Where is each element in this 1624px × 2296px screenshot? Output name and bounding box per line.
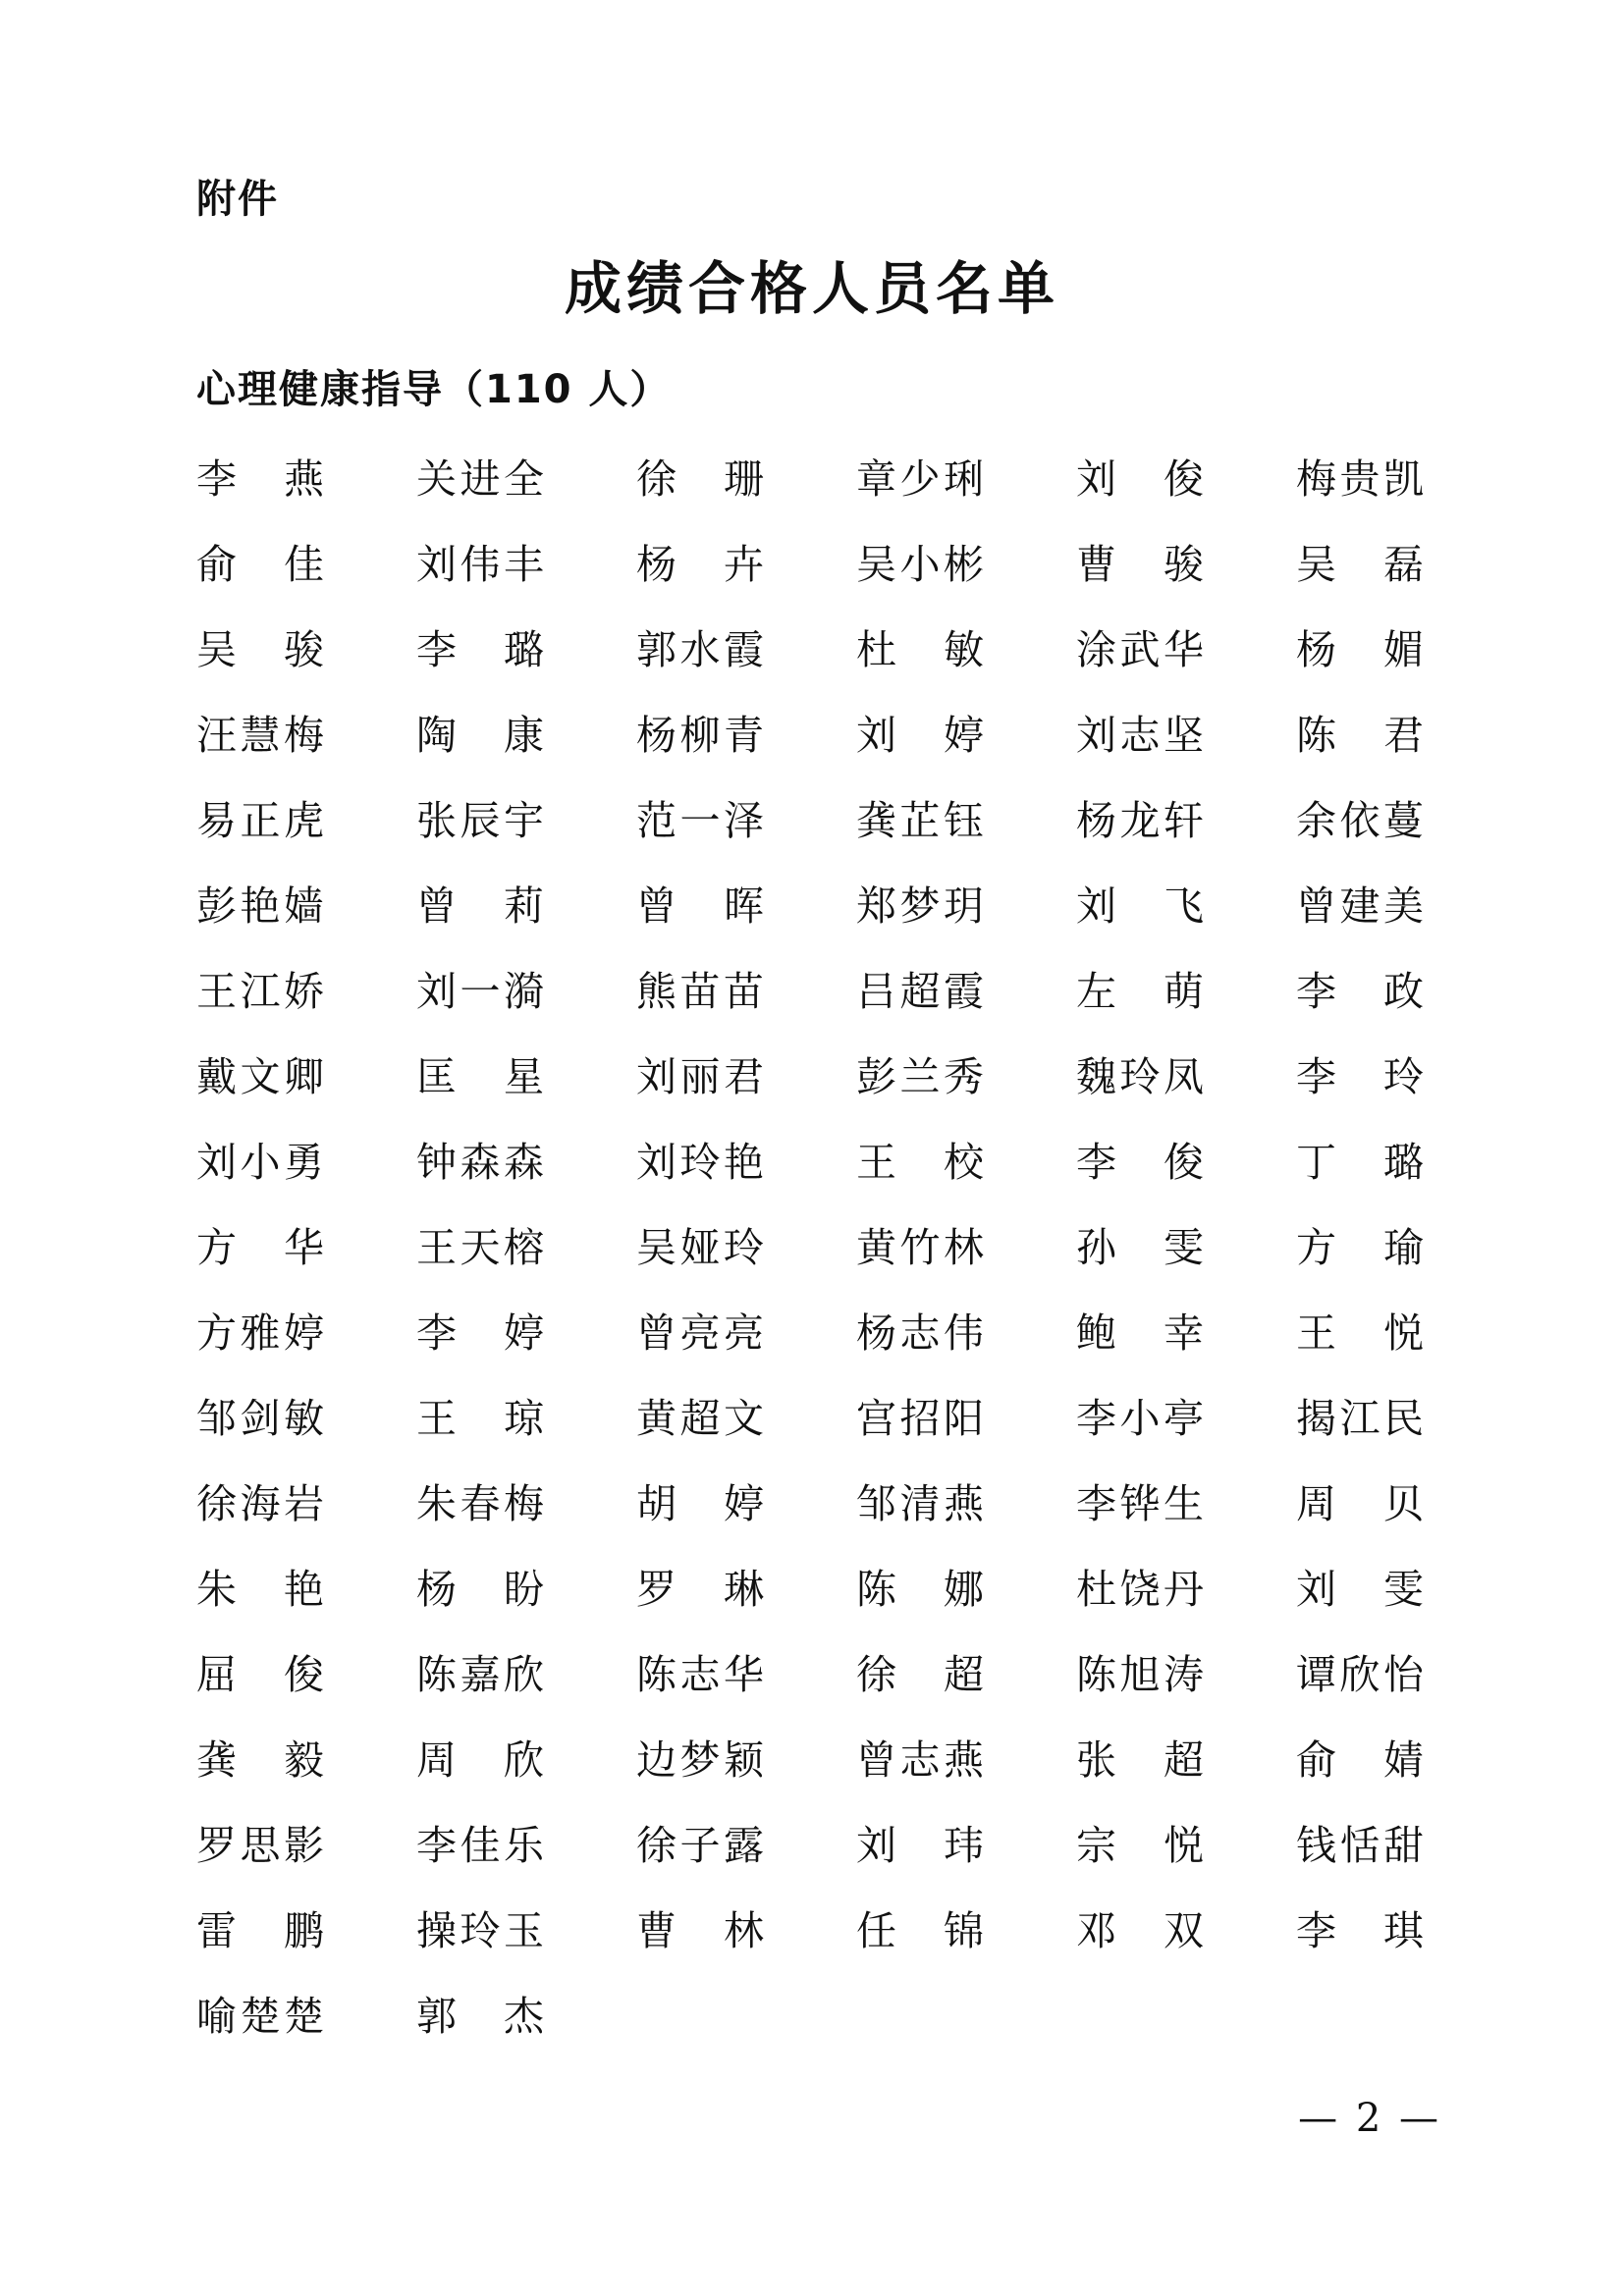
name-entry: 李 燕 xyxy=(196,455,324,503)
name-entry: 曾 志 燕 xyxy=(856,1736,984,1784)
name-entry: 曾 晖 xyxy=(636,882,764,930)
name-entry: 宫 招 阳 xyxy=(856,1395,984,1442)
name-entry: 刘 雯 xyxy=(1296,1566,1424,1613)
name-entry: 黄 超 文 xyxy=(636,1395,764,1442)
name-entry: 杨 卉 xyxy=(636,541,764,588)
name-entry: 李 琪 xyxy=(1296,1907,1424,1954)
name-entry: 邹 剑 敏 xyxy=(196,1395,324,1442)
name-entry: 张 超 xyxy=(1076,1736,1204,1784)
name-entry: 边 梦 颖 xyxy=(636,1736,764,1784)
name-entry: 李 玲 xyxy=(1296,1053,1424,1100)
name-entry: 李 铧 生 xyxy=(1076,1480,1204,1527)
name-entry: 曾 建 美 xyxy=(1296,882,1424,930)
name-entry: 钟 森 森 xyxy=(416,1139,544,1186)
name-entry: 邹 清 燕 xyxy=(856,1480,984,1527)
name-entry: 陈 娜 xyxy=(856,1566,984,1613)
name-entry: 杨 志 伟 xyxy=(856,1309,984,1357)
name-entry: 罗 思 影 xyxy=(196,1822,324,1869)
name-entry: 范 一 泽 xyxy=(636,797,764,844)
name-entry: 李 政 xyxy=(1296,968,1424,1015)
name-entry: 钱 恬 甜 xyxy=(1296,1822,1424,1869)
name-entry: 吕 超 霞 xyxy=(856,968,984,1015)
name-entry: 吴 小 彬 xyxy=(856,541,984,588)
name-entry: 关 进 全 xyxy=(416,455,544,503)
name-entry: 杨 盼 xyxy=(416,1566,544,1613)
name-entry: 曾 莉 xyxy=(416,882,544,930)
document-title: 成绩合格人员名单 xyxy=(564,255,1059,322)
name-entry: 刘 玮 xyxy=(856,1822,984,1869)
name-entry: 刘 伟 丰 xyxy=(416,541,544,588)
name-entry: 俞 婧 xyxy=(1296,1736,1424,1784)
name-entry: 吴 骏 xyxy=(196,626,324,673)
name-entry: 杨 媚 xyxy=(1296,626,1424,673)
name-entry: 匡 星 xyxy=(416,1053,544,1100)
name-entry: 王 琼 xyxy=(416,1395,544,1442)
name-entry: 王 天 榕 xyxy=(416,1224,544,1271)
name-entry: 徐 子 露 xyxy=(636,1822,764,1869)
name-entry: 曾 亮 亮 xyxy=(636,1309,764,1357)
name-entry: 刘 丽 君 xyxy=(636,1053,764,1100)
name-entry: 左 萌 xyxy=(1076,968,1204,1015)
name-entry: 易 正 虎 xyxy=(196,797,324,844)
name-entry: 李 婷 xyxy=(416,1309,544,1357)
page-number: — 2 — xyxy=(1298,2096,1441,2141)
name-entry: 杜 饶 丹 xyxy=(1076,1566,1204,1613)
name-entry: 任 锦 xyxy=(856,1907,984,1954)
name-entry: 周 欣 xyxy=(416,1736,544,1784)
name-entry: 郭 杰 xyxy=(416,1993,544,2040)
name-entry: 徐 珊 xyxy=(636,455,764,503)
name-entry: 李 佳 乐 xyxy=(416,1822,544,1869)
name-entry: 李 俊 xyxy=(1076,1139,1204,1186)
name-entry: 胡 婷 xyxy=(636,1480,764,1527)
name-entry: 操 玲 玉 xyxy=(416,1907,544,1954)
name-entry: 陈 嘉 欣 xyxy=(416,1651,544,1698)
name-entry: 吴 娅 玲 xyxy=(636,1224,764,1271)
name-entry: 徐 超 xyxy=(856,1651,984,1698)
name-entry: 王 江 娇 xyxy=(196,968,324,1015)
name-entry: 王 悦 xyxy=(1296,1309,1424,1357)
name-entry: 章 少 琍 xyxy=(856,455,984,503)
name-entry: 谭 欣 怡 xyxy=(1296,1651,1424,1698)
name-entry: 徐 海 岩 xyxy=(196,1480,324,1527)
name-entry: 方 雅 婷 xyxy=(196,1309,324,1357)
name-entry: 刘 婷 xyxy=(856,712,984,759)
name-entry: 陶 康 xyxy=(416,712,544,759)
name-entry: 揭 江 民 xyxy=(1296,1395,1424,1442)
name-entry: 梅 贵 凯 xyxy=(1296,455,1424,503)
name-entry: 彭 艳 嫱 xyxy=(196,882,324,930)
name-entry: 曹 骏 xyxy=(1076,541,1204,588)
name-entry: 雷 鹏 xyxy=(196,1907,324,1954)
name-entry: 陈 君 xyxy=(1296,712,1424,759)
name-entry: 吴 磊 xyxy=(1296,541,1424,588)
name-entry: 孙 雯 xyxy=(1076,1224,1204,1271)
name-list xyxy=(196,450,1473,2072)
name-entry: 李 璐 xyxy=(416,626,544,673)
name-entry: 刘 志 坚 xyxy=(1076,712,1204,759)
attachment-label: 附件 xyxy=(196,177,279,222)
name-entry: 鲍 幸 xyxy=(1076,1309,1204,1357)
name-entry: 余 依 蔓 xyxy=(1296,797,1424,844)
name-entry: 龚 毅 xyxy=(196,1736,324,1784)
name-entry: 汪 慧 梅 xyxy=(196,712,324,759)
name-entry: 方 瑜 xyxy=(1296,1224,1424,1271)
name-entry: 刘 玲 艳 xyxy=(636,1139,764,1186)
name-entry: 张 辰 宇 xyxy=(416,797,544,844)
name-entry: 罗 琳 xyxy=(636,1566,764,1613)
name-entry: 杨 龙 轩 xyxy=(1076,797,1204,844)
name-entry: 周 贝 xyxy=(1296,1480,1424,1527)
name-entry: 熊 苗 苗 xyxy=(636,968,764,1015)
name-entry: 郭 水 霞 xyxy=(636,626,764,673)
name-entry: 俞 佳 xyxy=(196,541,324,588)
name-entry: 宗 悦 xyxy=(1076,1822,1204,1869)
name-entry: 方 华 xyxy=(196,1224,324,1271)
name-entry: 刘 俊 xyxy=(1076,455,1204,503)
section-heading: 心理健康指导（110 人） xyxy=(196,367,672,412)
name-entry: 曹 林 xyxy=(636,1907,764,1954)
name-entry: 屈 俊 xyxy=(196,1651,324,1698)
name-entry: 刘 一 漪 xyxy=(416,968,544,1015)
name-entry: 黄 竹 林 xyxy=(856,1224,984,1271)
name-entry: 彭 兰 秀 xyxy=(856,1053,984,1100)
name-entry: 刘 飞 xyxy=(1076,882,1204,930)
name-entry: 喻 楚 楚 xyxy=(196,1993,324,2040)
name-entry: 丁 璐 xyxy=(1296,1139,1424,1186)
name-entry: 刘 小 勇 xyxy=(196,1139,324,1186)
name-entry: 王 校 xyxy=(856,1139,984,1186)
name-entry: 郑 梦 玥 xyxy=(856,882,984,930)
name-entry: 戴 文 卿 xyxy=(196,1053,324,1100)
name-entry: 朱 春 梅 xyxy=(416,1480,544,1527)
name-entry: 涂 武 华 xyxy=(1076,626,1204,673)
name-entry: 邓 双 xyxy=(1076,1907,1204,1954)
name-entry: 陈 旭 涛 xyxy=(1076,1651,1204,1698)
name-entry: 杨 柳 青 xyxy=(636,712,764,759)
name-entry: 魏 玲 凤 xyxy=(1076,1053,1204,1100)
name-entry: 陈 志 华 xyxy=(636,1651,764,1698)
name-entry: 李 小 亭 xyxy=(1076,1395,1204,1442)
name-entry: 龚 芷 钰 xyxy=(856,797,984,844)
name-entry: 杜 敏 xyxy=(856,626,984,673)
name-entry: 朱 艳 xyxy=(196,1566,324,1613)
